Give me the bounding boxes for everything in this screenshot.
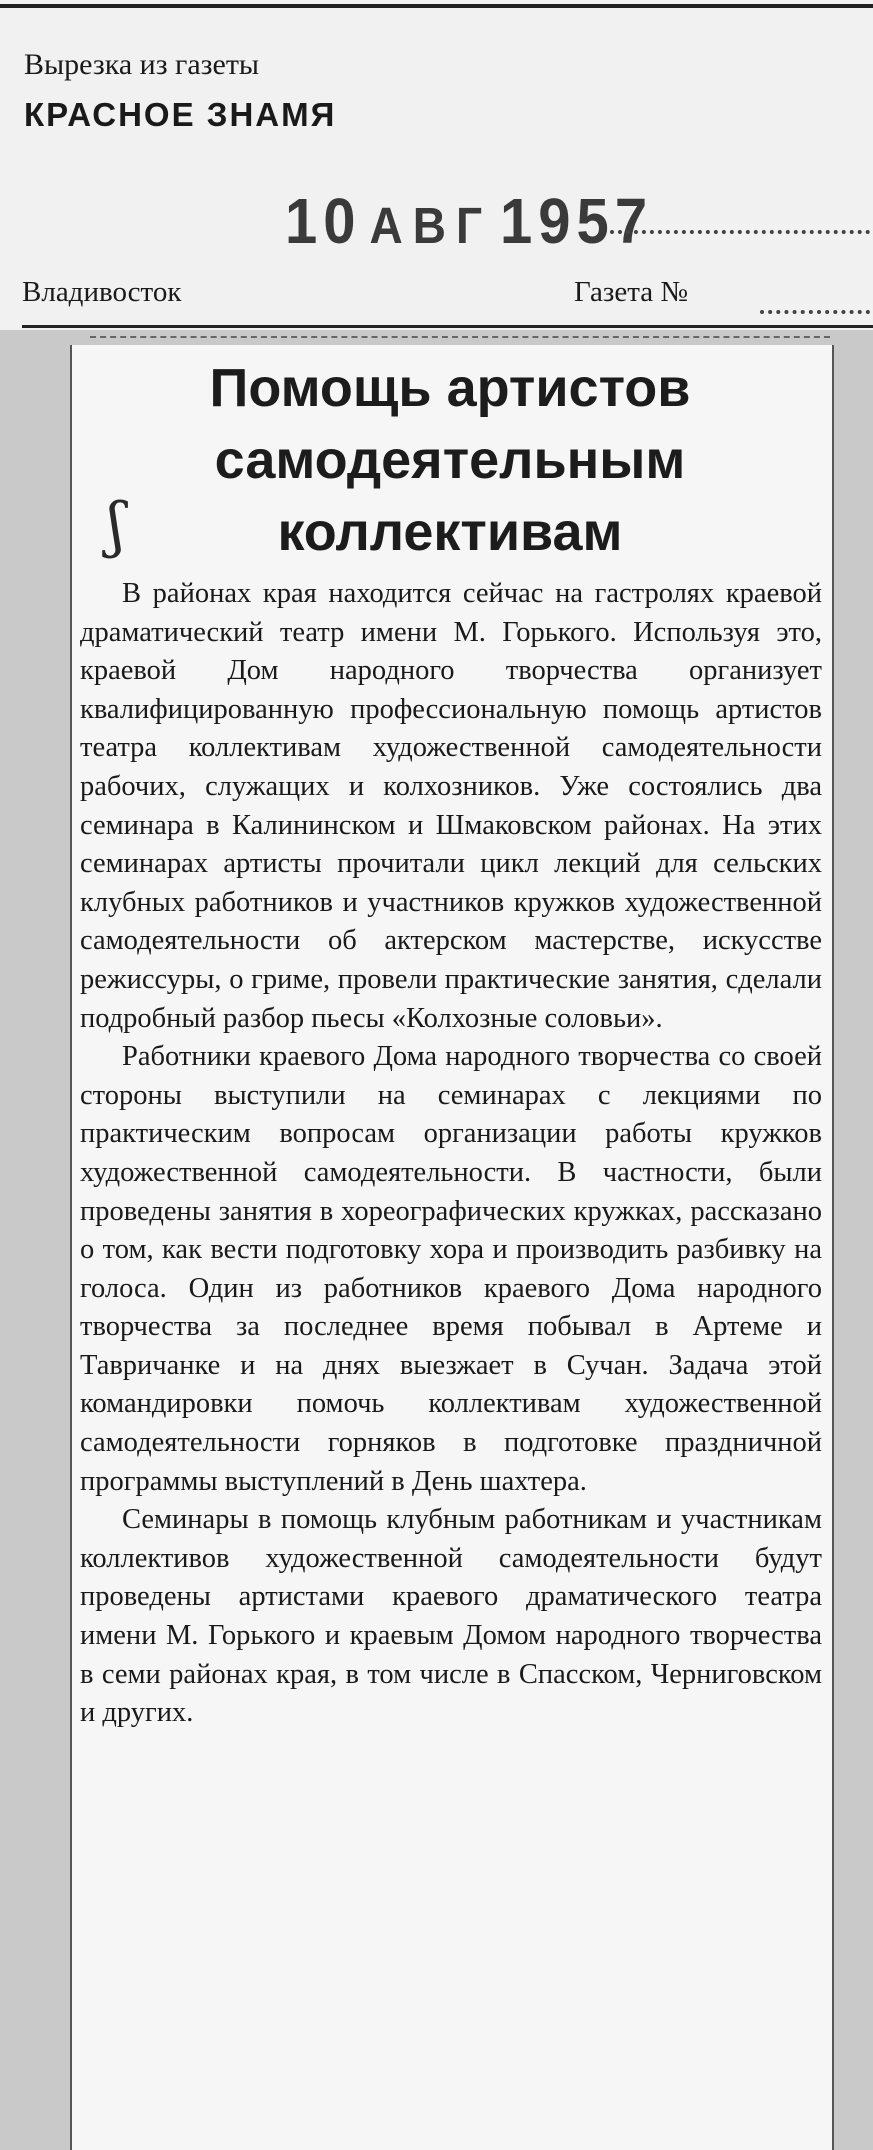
paragraph-1: В районах края находится сейчас на гастролях краевой драматический театр имени М. Горького. Используя это, краевой Дом народного творчества организует квалифицированную профессиональную помощь артистов театра коллективам художественной самодеятельности рабочих, служащих и колхозников. Уже состоялись два семинара в Калининском и Шмаковском районах. На этих семинарах артисты прочитали цикл лекций для сельских клубных работников и участников кружков художественной самодеятельности об актерском мастерстве, искусстве режиссуры, о гриме, провели практические занятия, сделали подробный разбор пьесы «Колхозные соловьи».: [80, 578, 822, 1034]
paragraph-3: Семинары в помощь клубным работникам и участникам коллективов художественной самодеятельности будут проведены артистами краевого драматического театра имени М. Горького и краевым Домом народного творчества в семи районах края, в том числе в Спасском, Черниговском и других.: [80, 1504, 822, 1729]
headline-line-1: Помощь артистов: [209, 358, 691, 418]
clipping-from-label: Вырезка из газеты: [24, 48, 260, 81]
city-label: Владивосток: [22, 276, 182, 308]
dotted-line: [610, 230, 870, 234]
top-rule: [0, 4, 873, 8]
paragraph-2: Работники краевого Дома народного творчества со своей стороны выступили на семинарах с лекциями по практическим вопросам организации работы кружков художественной самодеятельности. В частности, были проведены занятия в хореографических кружках, рассказано о том, как вести подготовку хора и производить разбивку на голоса. Один из работников краевого Дома народного творчества за последнее время побывал в Артеме и Тавричанке и на днях выезжает в Сучан. Задача этой командировки помочь коллективам художественной самодеятельности горняков в подготовке праздничной программы выступлений в День шахтера.: [80, 1041, 822, 1497]
stamp-year: 1957: [500, 185, 654, 258]
headline-line-2: самодеятельным: [214, 430, 686, 490]
headline-line-3: коллективам: [277, 502, 623, 562]
gazette-number-label: Газета №: [574, 276, 689, 308]
date-stamp: [285, 185, 653, 259]
article-body: [80, 575, 822, 1733]
clipping-label-card: [0, 0, 873, 330]
stamp-month: АВГ: [369, 196, 493, 254]
pen-mark-icon: ʃ: [108, 490, 125, 560]
bottom-rule: [22, 325, 873, 328]
article-headline: [70, 352, 830, 568]
gazette-number-dots: [760, 310, 870, 314]
newspaper-name: КРАСНОЕ ЗНАМЯ: [24, 96, 337, 133]
stamp-day: 10: [285, 185, 362, 258]
